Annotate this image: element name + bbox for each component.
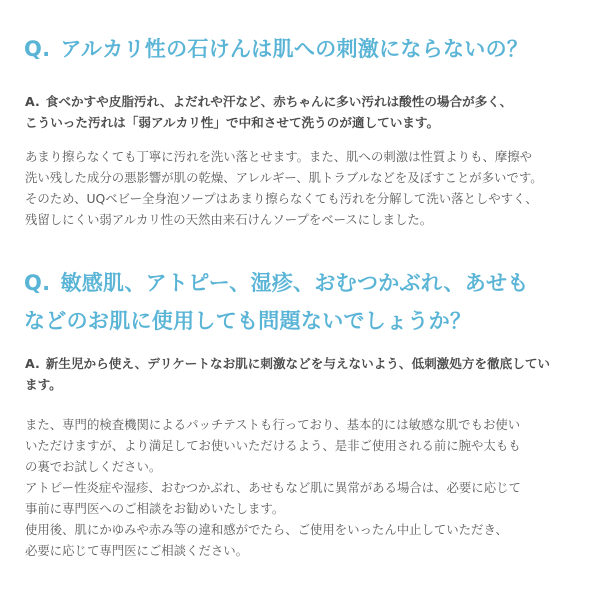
faq-1-answer [25,91,512,133]
faq-2-answer-text: 新生児から使え、デリケートなお肌に刺激などを与えないよう、低刺激処方を徹底してい [45,356,551,371]
faq-1-body-line: 洗い残した成分の悪影響が肌の乾燥、アレルギー、肌トラブルなどを及ぼすことが多いです。 [25,170,543,185]
faq-2-body-line: また、専門的検査機関によるパッチテストも行っており、基本的には敏感な肌でもお使い [25,417,521,432]
faq-2-body-line: 事前に専門医へのご相談をお勧めいたします。 [25,501,285,516]
faq-1-body-line: 残留しにくい弱アルカリ性の天然由来石けんソープをベースにしました。 [25,212,433,227]
faq-2-answer [25,353,550,395]
faq-1-question-prefix: Q. [24,37,51,61]
faq-1-body [25,146,543,230]
faq-2-question-line: などのお肌に使用しても問題ないでしょうか？ [24,309,472,333]
faq-1-question-text: アルカリ性の石けんは肌への刺激にならないの？ [60,37,529,61]
faq-1-body-line: そのため、UQベビー全身泡ソープはあまり擦らなくても汚れを分解して洗い落としやすく、 [25,191,538,206]
faq-2-question-text: 敏感肌、アトピー、湿疹、おむつかぶれ、あせも [60,271,529,295]
faq-2-body-line: の裏でお試しください。 [25,459,162,474]
faq-2-body-line: 必要に応じて専門医にご相談ください。 [25,543,249,558]
faq-2-body-line: アトピー性炎症や湿疹、おむつかぶれ、あせもなど肌に異常がある場合は、必要に応じて [25,480,521,495]
faq-1-answer-line [25,91,512,112]
faq-2-answer-line: ます。 [25,377,62,392]
faq-2-answer-line [25,353,550,374]
faq-2-body [25,414,521,561]
faq-1-body-line: あまり擦らなくても丁寧に汚れを洗い落とせます。また、肌への刺激は性質よりも、摩擦や [25,149,533,164]
faq-2-question-prefix: Q. [24,271,51,295]
faq-1-answer-line: こういった汚れは「弱アルカリ性」で中和させて洗うのが適しています。 [25,115,440,130]
faq-2-body-line: 使用後、肌にかゆみや赤み等の違和感がでたら、ご使用をいったん中止していただき、 [25,522,508,537]
faq-1-question [24,34,528,64]
faq-2-question [24,264,529,340]
faq-2-body-line: いただけますが、より満足してお使いいただけるよう、是非ご使用される前に腕や太もも [25,438,521,453]
faq-1-answer-text: 食べかすや皮脂汚れ、よだれや汗など、赤ちゃんに多い汚れは酸性の場合が多く、 [45,94,513,109]
faq-1-answer-prefix: A. [25,94,40,109]
faq-2-answer-prefix: A. [25,356,40,371]
faq-2-question-line [24,264,529,302]
